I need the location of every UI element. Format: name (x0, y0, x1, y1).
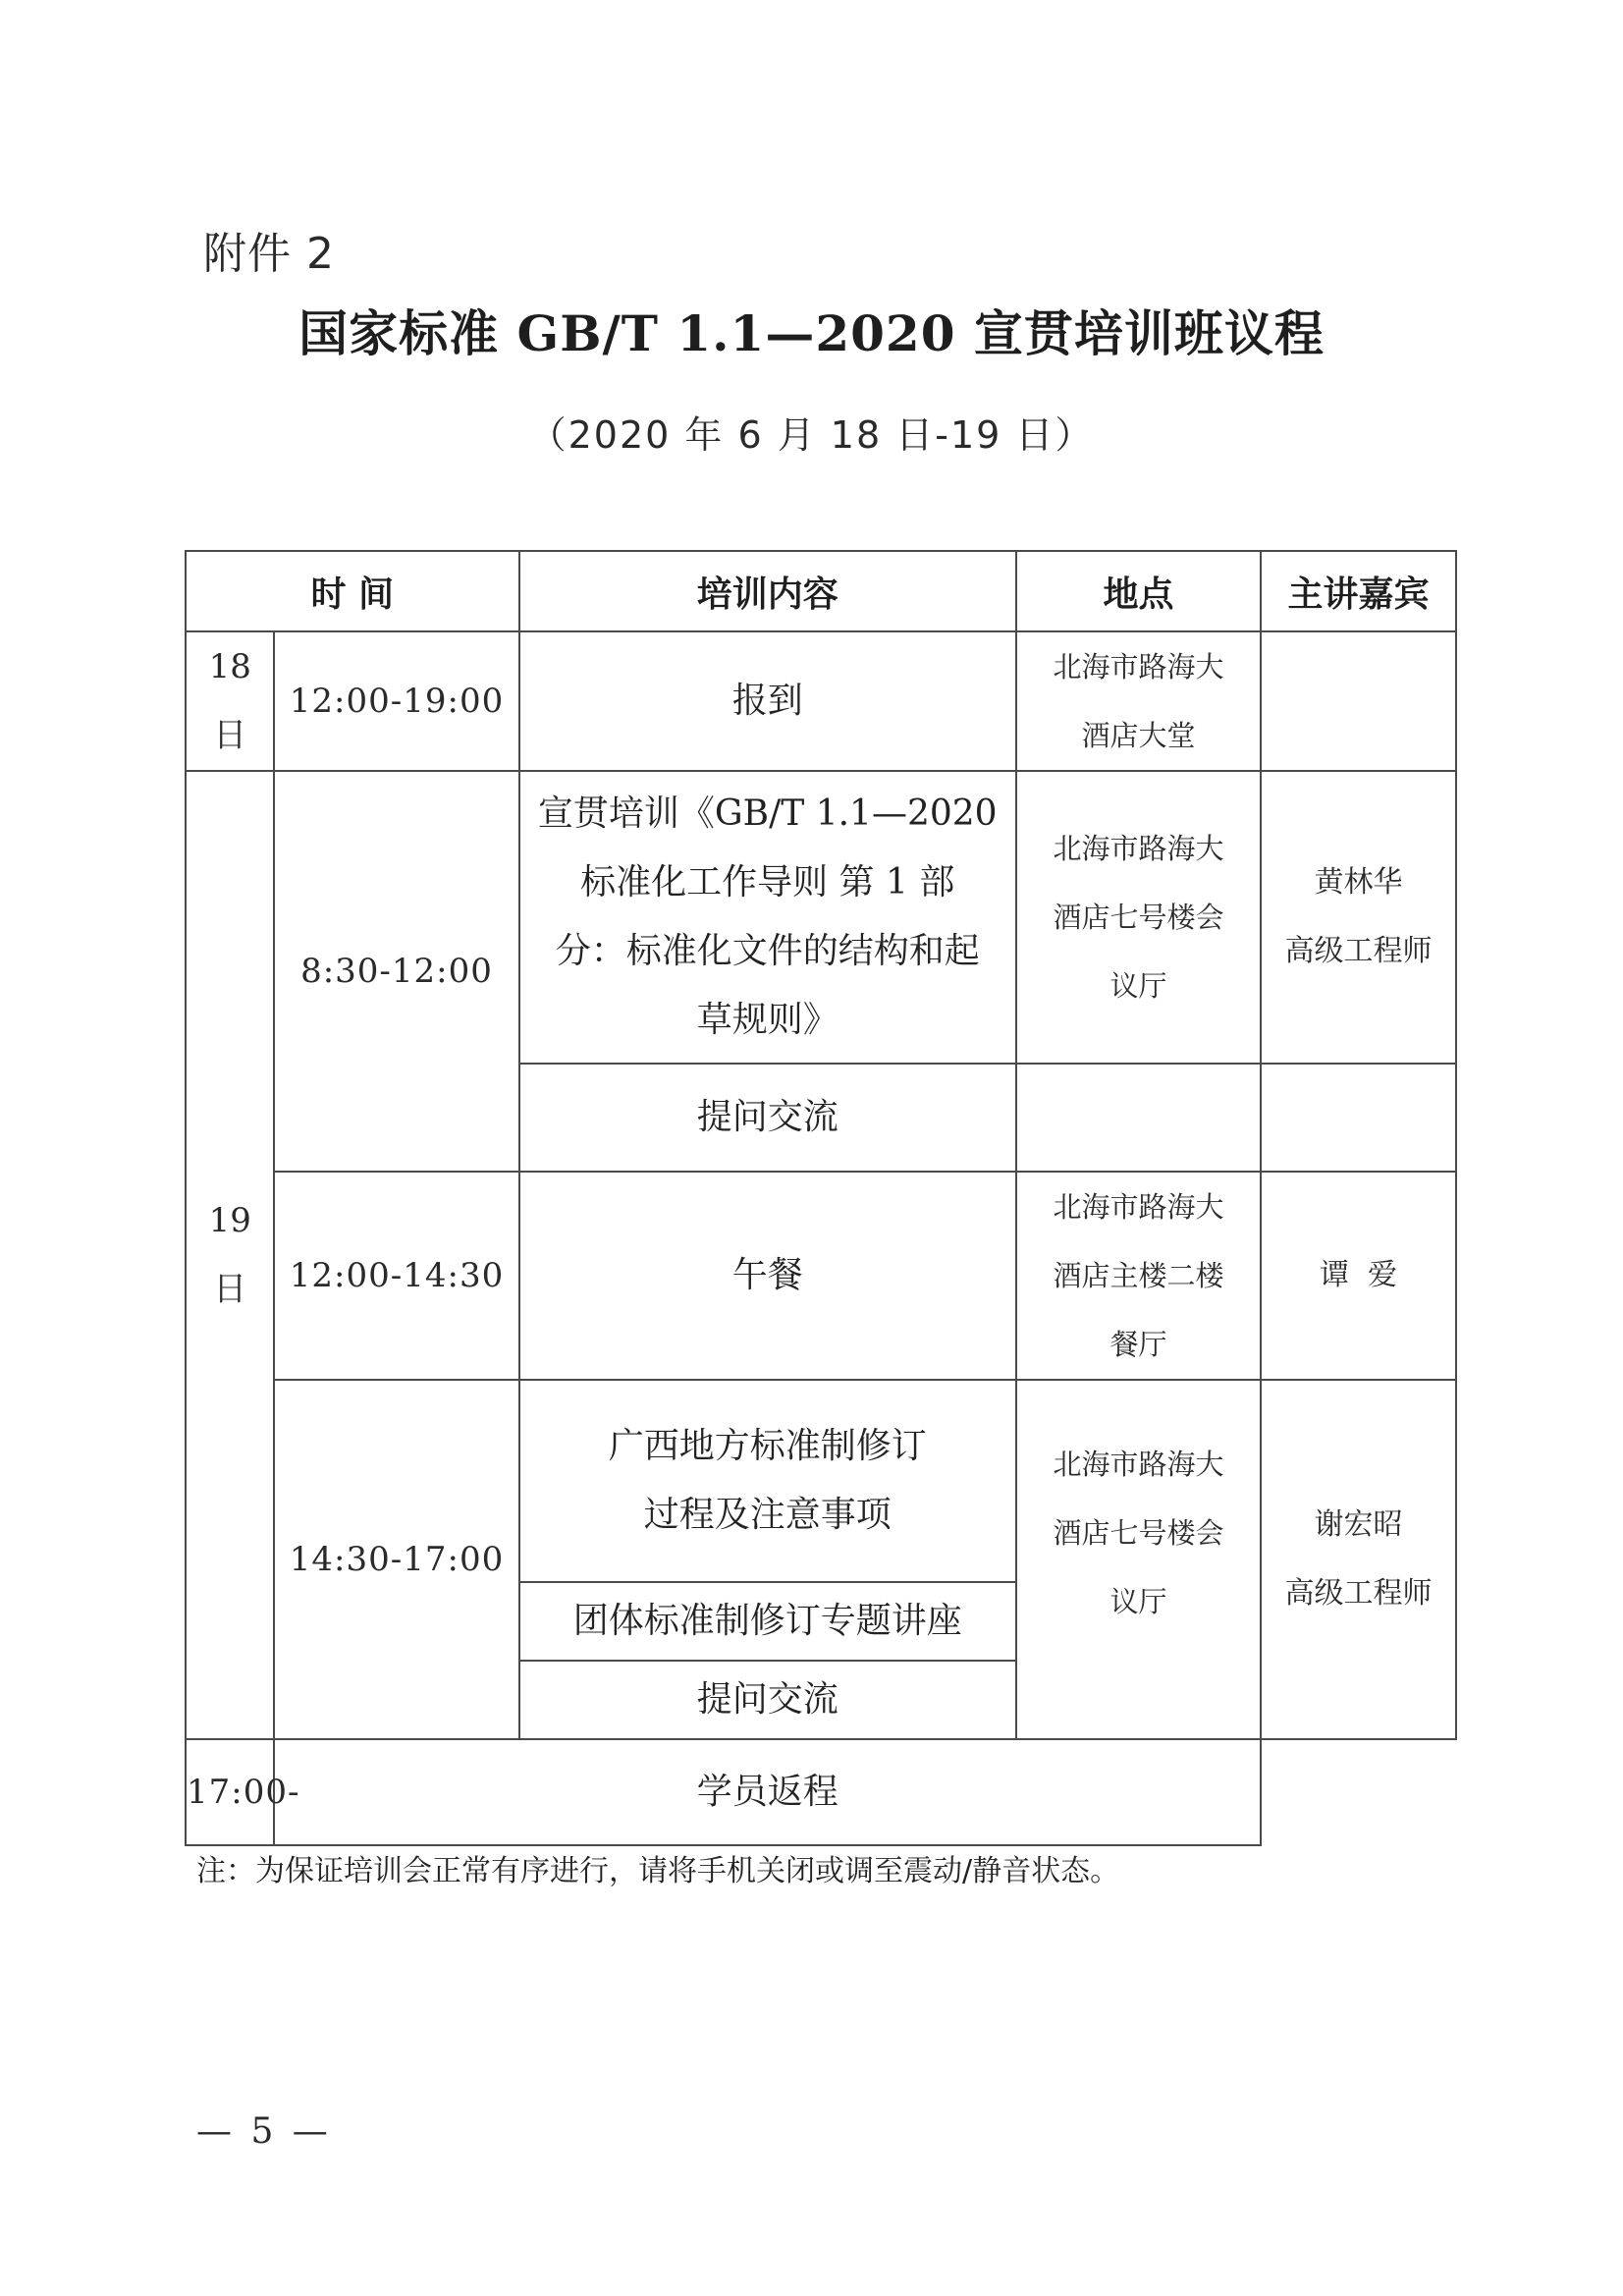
table-header-row (186, 551, 1456, 631)
time-cell: 12:00-19:00 (274, 631, 518, 771)
table-row (186, 771, 1456, 1064)
time-cell: 14:30-17:00 (274, 1380, 518, 1739)
time-cell: 8:30-12:00 (274, 771, 518, 1172)
document-date-range: （2020 年 6 月 18 日-19 日） (528, 413, 1095, 457)
header-content: 培训内容 (519, 551, 1016, 631)
table-row (186, 1739, 1456, 1845)
content-cell: 提问交流 (519, 1661, 1016, 1739)
venue-cell: 北海市路海大 酒店七号楼会 议厅 (1016, 771, 1261, 1064)
page-number: — 5 — (196, 2111, 332, 2152)
speaker-cell (1261, 1064, 1456, 1172)
speaker-cell: 谢宏昭 高级工程师 (1261, 1380, 1456, 1739)
content-cell: 广西地方标准制修订 过程及注意事项 (519, 1380, 1016, 1582)
table-row (186, 1172, 1456, 1380)
agenda-table (185, 550, 1457, 1846)
time-cell: 12:00-14:30 (274, 1172, 518, 1380)
note-text: 注：为保证培训会正常有序进行，请将手机关闭或调至震动/静音状态。 (196, 1854, 1120, 1888)
content-cell: 宣贯培训《GB/T 1.1—2020 标准化工作导则 第 1 部 分：标准化文件的结构和起 草规则》 (519, 771, 1016, 1064)
content-cell: 提问交流 (519, 1064, 1016, 1172)
venue-cell: 北海市路海大 酒店大堂 (1016, 631, 1261, 771)
speaker-cell (1261, 631, 1456, 771)
time-cell: 17:00- (186, 1739, 274, 1845)
day-cell-18: 18 日 (186, 631, 274, 771)
header-time: 时 间 (186, 551, 519, 631)
speaker-cell: 黄林华 高级工程师 (1261, 771, 1456, 1064)
speaker-cell: 谭 爱 (1261, 1172, 1456, 1380)
table-row (186, 631, 1456, 771)
venue-cell: 北海市路海大 酒店七号楼会 议厅 (1016, 1380, 1261, 1739)
table-row (186, 1380, 1456, 1582)
header-speaker: 主讲嘉宾 (1261, 551, 1456, 631)
document-title: 国家标准 GB/T 1.1—2020 宣贯培训班议程 (298, 304, 1325, 362)
venue-cell (1016, 1064, 1261, 1172)
content-cell: 报到 (519, 631, 1016, 771)
content-cell: 团体标准制修订专题讲座 (519, 1582, 1016, 1661)
day-cell-19: 19 日 (186, 771, 274, 1739)
venue-cell: 北海市路海大 酒店主楼二楼 餐厅 (1016, 1172, 1261, 1380)
header-venue: 地点 (1016, 551, 1261, 631)
attachment-label: 附件 2 (203, 229, 335, 279)
content-cell: 学员返程 (274, 1739, 1261, 1845)
content-cell: 午餐 (519, 1172, 1016, 1380)
